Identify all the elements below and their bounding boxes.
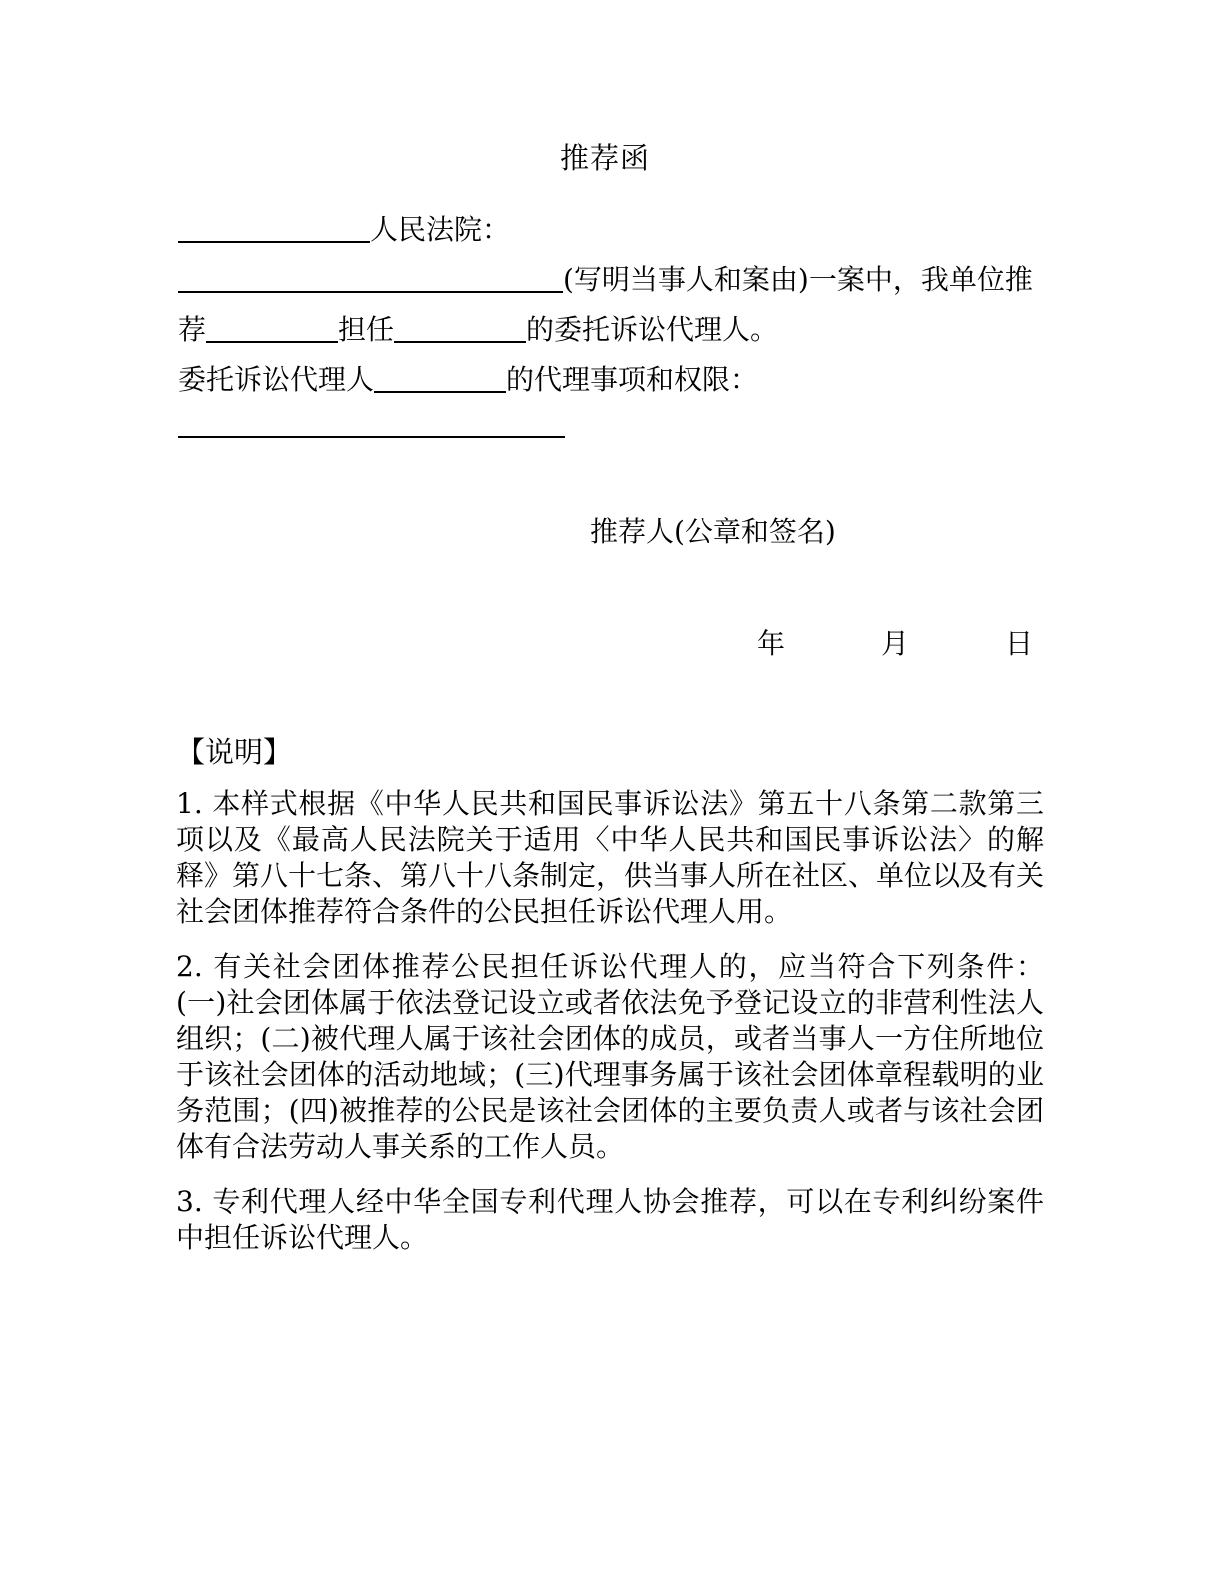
- note-item: 2. 有关社会团体推荐公民担任诉讼代理人的，应当符合下列条件：(一)社会团体属于依法登记设立或者依法免予登记设立的非营利性法人组织；(二)被代理人属于该社会团体的成员，或者当事人一方住所地位于该社会团体的活动地域；(三)代理事务属于该社会团体章程载明的业务范围；(四)被推荐的公民是该社会团体的主要负责人或者与该社会团体有合法劳动人事关系的工作人员。: [176, 950, 1044, 1163]
- recommend-prefix-label: 推荐: [178, 263, 1033, 346]
- form-body: [178, 205, 1044, 405]
- case-paragraph-label: (写明当事人和案由)一案中，我单位: [563, 263, 1005, 296]
- date-year-label: 年: [757, 627, 786, 660]
- document-title: 推荐函: [559, 141, 650, 175]
- date-month-label: 月: [881, 627, 910, 660]
- court-line: [178, 205, 1044, 255]
- recommended-person-blank[interactable]: [206, 315, 338, 343]
- scope-suffix-label: 的代理事项和权限：: [506, 363, 759, 396]
- case-description-blank[interactable]: [178, 265, 563, 293]
- party-role-blank[interactable]: [394, 315, 526, 343]
- agent-suffix-label: 的委托诉讼代理人。: [526, 313, 779, 346]
- note-item: 1. 本样式根据《中华人民共和国民事诉讼法》第五十八条第二款第三项以及《最高人民法院关于适用〈中华人民共和国民事诉讼法〉的解释》第八十七条、第八十八条制定，供当事人所在社区、单位以及有关社会团体推荐符合条件的公民担任诉讼代理人用。: [176, 787, 1045, 928]
- scope-prefix-label: 委托诉讼代理人: [178, 363, 375, 396]
- notes-section: [176, 786, 1044, 1256]
- note-item: 3. 专利代理人经中华全国专利代理人协会推荐，可以在专利纠纷案件中担任诉讼代理人。: [176, 1185, 1044, 1254]
- date-line: [757, 625, 1033, 663]
- court-line-label: 人民法院：: [370, 213, 511, 246]
- case-paragraph: [178, 255, 1044, 355]
- agent-name-blank[interactable]: [374, 365, 506, 393]
- date-day-label: 日: [1005, 627, 1034, 660]
- recommender-signature-label: 推荐人(公章和签名): [590, 515, 836, 548]
- notes-heading: 【说明】: [176, 735, 293, 769]
- serve-as-label: 担任: [338, 313, 395, 346]
- scope-content-blank-rule[interactable]: [178, 436, 565, 438]
- scope-line: [178, 355, 1044, 405]
- court-name-blank[interactable]: [178, 215, 370, 243]
